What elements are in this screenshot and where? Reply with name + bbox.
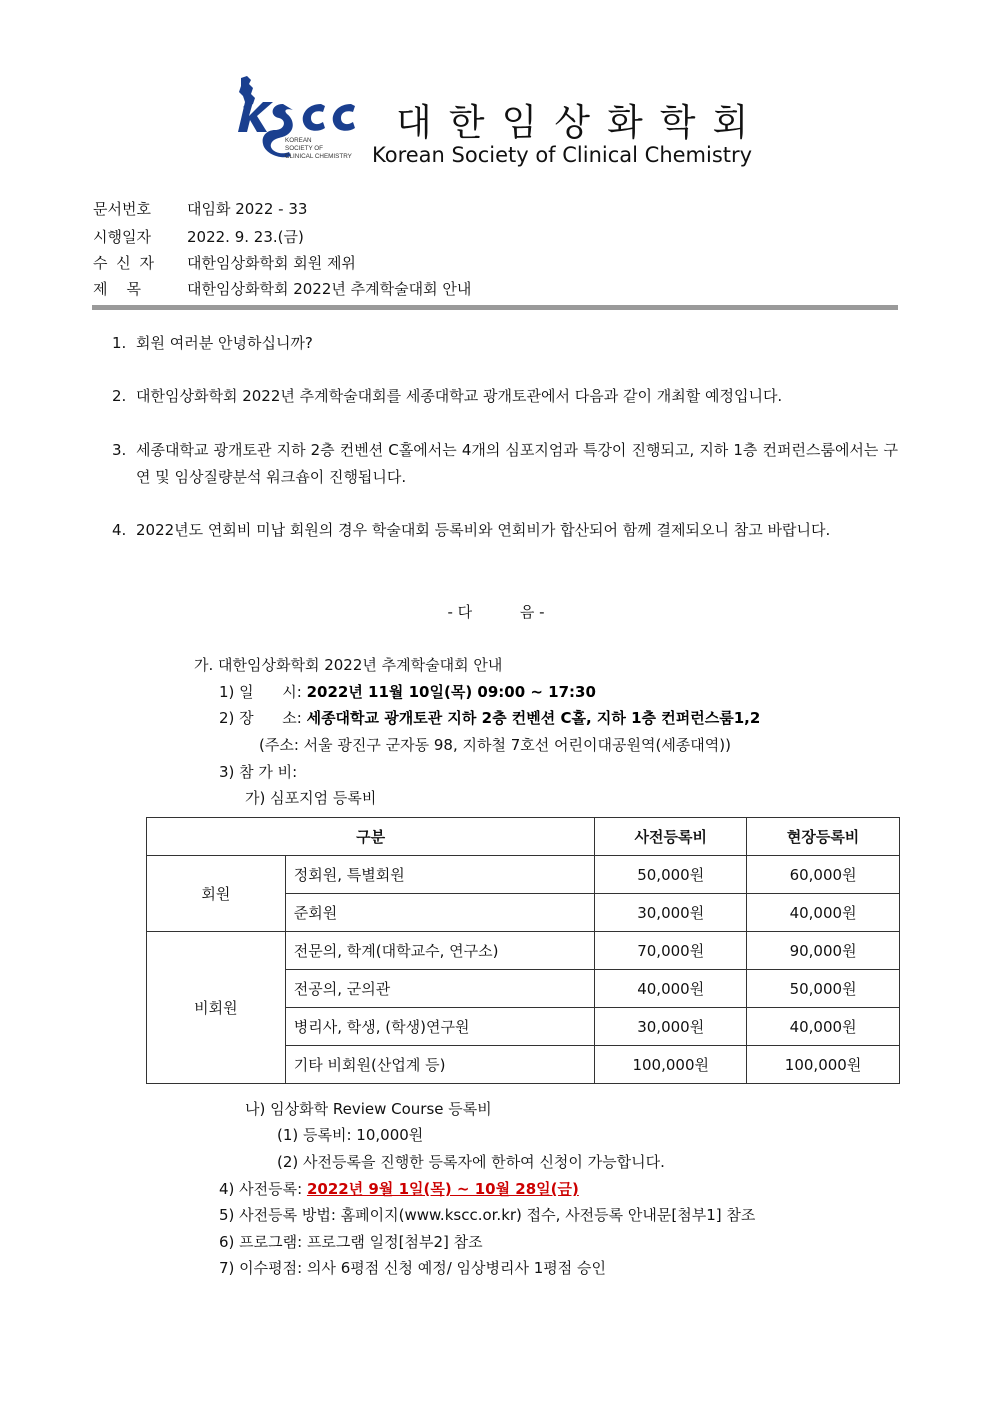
preregistration-label: 4) 사전등록: xyxy=(219,1180,307,1198)
row-pre-fee: 70,000원 xyxy=(595,932,747,970)
meta-subject xyxy=(93,278,471,299)
meta-document-number xyxy=(93,198,307,219)
event-date-label: 1) 일 시: xyxy=(219,683,307,701)
paragraph-number: 4. xyxy=(112,521,127,539)
meta-value: 대한임상화학회 2022년 추계학술대회 안내 xyxy=(187,280,472,298)
event-place-value: 세종대학교 광개토관 지하 2층 컨벤션 C홀, 지하 1층 컨퍼런스룸1,2 xyxy=(306,709,761,727)
event-date-value: 2022년 11월 10일(목) 09:00 ~ 17:30 xyxy=(306,683,596,701)
paragraph-2 xyxy=(112,383,898,410)
logo-sub-2: SOCIETY OF xyxy=(285,145,324,152)
org-name-english: Korean Society of Clinical Chemistry xyxy=(372,143,753,167)
logo-sub-1: KOREAN xyxy=(285,137,312,144)
row-onsite-fee: 60,000원 xyxy=(747,856,900,894)
header-divider xyxy=(92,305,898,310)
paragraph-1 xyxy=(112,330,898,357)
row-pre-fee: 50,000원 xyxy=(595,856,747,894)
event-date xyxy=(219,681,596,702)
kscc-logo xyxy=(235,74,375,166)
section-title: - 다 음 - xyxy=(447,603,545,621)
fee-label: 3) 참 가 비: xyxy=(219,763,298,781)
fee-table xyxy=(146,817,900,1084)
col-header-preregistration: 사전등록비 xyxy=(595,818,747,856)
org-name-korean: 대한임상화학회 xyxy=(396,101,766,144)
event-place xyxy=(219,707,760,728)
paragraph-number: 3. xyxy=(112,441,127,459)
paragraph-text: 2022년도 연회비 미납 회원의 경우 학술대회 등록비와 연회비가 합산되어 함께 결제되오니 참고 바랍니다. xyxy=(136,521,831,539)
meta-label: 수 신 자 xyxy=(93,254,157,272)
logo-sub-3: CLINICAL CHEMISTRY xyxy=(285,153,352,160)
credits-info: 7) 이수평점: 의사 6평점 신청 예정/ 임상병리사 1평점 승인 xyxy=(219,1259,607,1277)
table-row xyxy=(147,856,900,894)
meta-recipient xyxy=(93,252,356,273)
table-row xyxy=(147,932,900,970)
meta-value: 2022. 9. 23.(금) xyxy=(187,228,304,246)
row-pre-fee: 100,000원 xyxy=(595,1046,747,1084)
meta-label: 제 목 xyxy=(93,280,142,298)
paragraph-number: 2. xyxy=(112,387,127,405)
row-pre-fee: 30,000원 xyxy=(595,1008,747,1046)
paragraph-3 xyxy=(112,437,898,491)
row-name: 전문의, 학계(대학교수, 연구소) xyxy=(285,932,595,970)
meta-value: 대한임상화학회 회원 제위 xyxy=(187,254,356,272)
event-place-label: 2) 장 소: xyxy=(219,709,307,727)
review-fee: (1) 등록비: 10,000원 xyxy=(277,1126,424,1144)
paragraph-text: 회원 여러분 안녕하십니까? xyxy=(136,334,313,352)
row-name: 병리사, 학생, (학생)연구원 xyxy=(285,1008,595,1046)
paragraph-text: 대한임상화학회 2022년 추계학술대회를 세종대학교 광개토관에서 다음과 같이 개최할 예정입니다. xyxy=(136,387,783,405)
fee-symposium-label: 가) 심포지엄 등록비 xyxy=(245,789,377,807)
registration-method: 5) 사전등록 방법: 홈페이지(www.kscc.or.kr) 접수, 사전등록 안내문[첨부1] 참조 xyxy=(219,1206,756,1224)
row-name: 전공의, 군의관 xyxy=(285,970,595,1008)
fee-review-course-label: 나) 임상화학 Review Course 등록비 xyxy=(245,1100,492,1118)
row-onsite-fee: 100,000원 xyxy=(747,1046,900,1084)
preregistration xyxy=(219,1178,579,1199)
row-name: 준회원 xyxy=(285,894,595,932)
meta-issue-date xyxy=(93,226,304,247)
preregistration-period: 2022년 9월 1일(목) ~ 10월 28일(금) xyxy=(306,1180,579,1198)
row-name: 기타 비회원(산업계 등) xyxy=(285,1046,595,1084)
row-pre-fee: 40,000원 xyxy=(595,970,747,1008)
category-member: 회원 xyxy=(147,856,286,932)
fee-table-header-row xyxy=(147,818,900,856)
paragraph-number: 1. xyxy=(112,334,127,352)
paragraph-text: 세종대학교 광개토관 지하 2층 컨벤션 C홀에서는 4개의 심포지엄과 특강이 진행되고, 지하 1층 컨퍼런스룸에서는 구연 및 임상질량분석 워크숍이 진행됩니다. xyxy=(136,441,898,486)
kscc-logo-graphic xyxy=(235,74,375,166)
row-onsite-fee: 40,000원 xyxy=(747,894,900,932)
col-header-onsite: 현장등록비 xyxy=(747,818,900,856)
review-eligibility: (2) 사전등록을 진행한 등록자에 한하여 신청이 가능합니다. xyxy=(277,1153,665,1171)
row-onsite-fee: 50,000원 xyxy=(747,970,900,1008)
details-heading: 가. 대한임상화학회 2022년 추계학술대회 안내 xyxy=(194,656,503,674)
row-pre-fee: 30,000원 xyxy=(595,894,747,932)
col-header-category: 구분 xyxy=(147,818,595,856)
paragraph-4 xyxy=(112,517,898,544)
meta-label: 시행일자 xyxy=(93,228,151,246)
program-info: 6) 프로그램: 프로그램 일정[첨부2] 참조 xyxy=(219,1233,483,1251)
event-address: (주소: 서울 광진구 군자동 98, 지하철 7호선 어린이대공원역(세종대역)) xyxy=(259,736,731,754)
row-onsite-fee: 90,000원 xyxy=(747,932,900,970)
row-name: 정회원, 특별회원 xyxy=(285,856,595,894)
row-onsite-fee: 40,000원 xyxy=(747,1008,900,1046)
meta-label: 문서번호 xyxy=(93,200,151,218)
meta-value: 대임화 2022 - 33 xyxy=(187,200,308,218)
category-non-member: 비회원 xyxy=(147,932,286,1084)
